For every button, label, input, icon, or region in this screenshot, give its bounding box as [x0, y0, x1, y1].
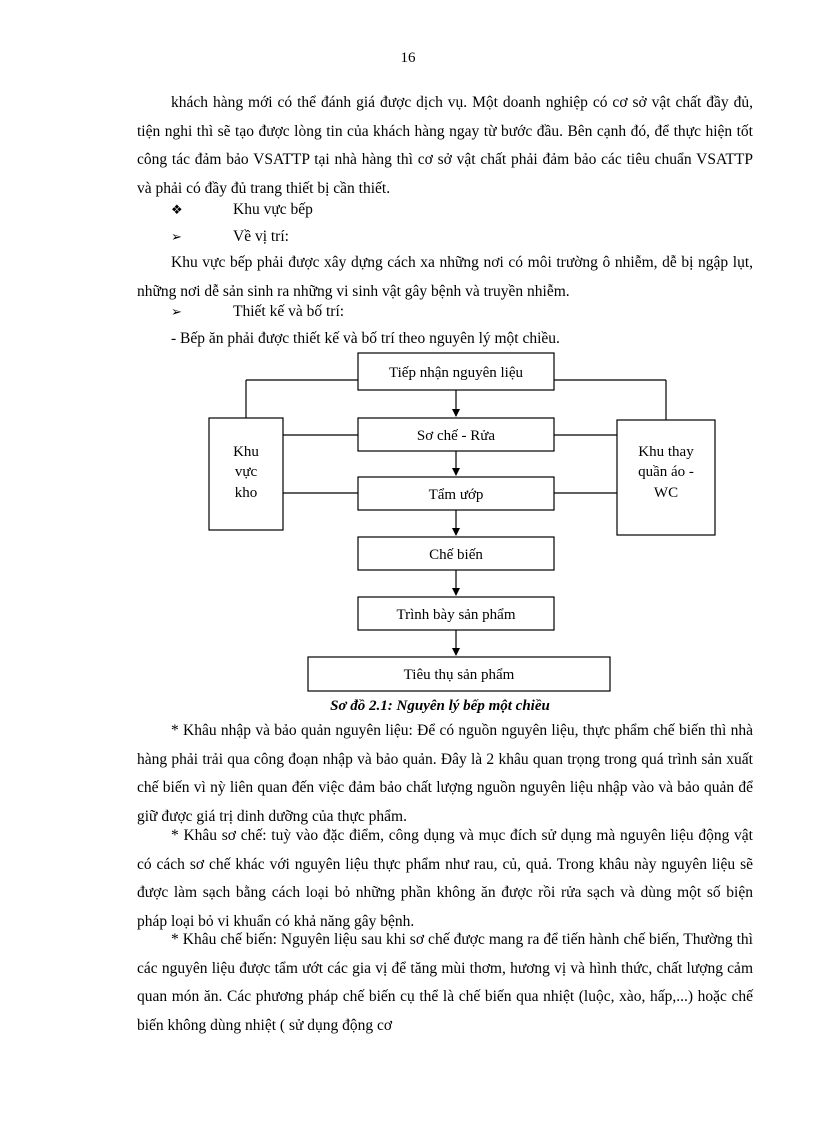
step-label-receive: Tiếp nhận nguyên liệu — [388, 365, 524, 381]
diagram-caption: Sơ đồ 2.1: Nguyên lý bếp một chiều — [330, 698, 550, 714]
heading-location-text: Về vị trí: — [233, 228, 289, 245]
paragraph-cooking-text: * Khâu chế biến: Nguyên liệu sau khi sơ chế được mang ra để tiến hành chế biến, Thường thì các nguyên liệu được tẩm ướt các gia vị để tăng mùi thơm, hương vị và hình thức, chất lượng cảm quan món ăn. Các phương pháp chế biến cụ thể là chế biến qua nhiệt (luộc, xào, hấp,...) hoặc chế biến không dùng nhiệt ( sử dụng động cơ — [137, 931, 753, 1035]
arrow-bullet-icon: ➢ — [171, 305, 182, 320]
diamond-bullet-icon: ❖ — [171, 203, 183, 218]
intro-paragraph-text: khách hàng mới có thể đánh giá được dịch vụ. Một doanh nghiệp có cơ sở vật chất đầy đủ, tiện nghi thì sẽ tạo được lòng tin của khách hàng ngay từ bước đầu. Bên cạnh đó, để thực hiện tốt công tác đảm bảo VSATTP tại nhà hàng thì cơ sở vật chất phải đảm bảo các tiêu chuẩn VSATTP và phải có đầy đủ trang thiết bị cần thiết. — [137, 94, 753, 198]
design-line: - Bếp ăn phải được thiết kế và bố trí theo nguyên lý một chiều. — [171, 330, 560, 347]
storage-label-line: kho — [234, 485, 258, 501]
storage-label-line: vực — [234, 464, 258, 480]
heading-kitchen-text: Khu vực bếp — [233, 201, 313, 218]
paragraph-cooking — [137, 926, 753, 1041]
step-label-present: Trình bày sản phẩm — [396, 607, 516, 623]
step-label-marinate: Tẩm ướp — [428, 487, 484, 503]
paragraph-prep — [137, 822, 753, 937]
arrow-bullet-icon: ➢ — [171, 230, 182, 245]
paragraph-import — [137, 717, 753, 832]
step-label-prep: Sơ chế - Rửa — [416, 428, 496, 444]
storage-label-line: Khu — [233, 444, 259, 460]
step-label-consume: Tiêu thụ sản phẩm — [403, 667, 515, 683]
paragraph-import-text: * Khâu nhập và bảo quản nguyên liệu: Để có nguồn nguyên liệu, thực phẩm chế biến thì nhà hàng phải trải qua công đoạn nhập và bảo quản. Đây là 2 khâu quan trọng trong quá trình sản xuất chế biến vì nỳ liên quan đến việc đảm bảo chất lượng nguồn nguyên liệu nhập vào và bảo quản để giữ được giá trị dinh dưỡng của thực phẩm. — [137, 722, 753, 826]
step-label-cook: Chế biến — [429, 547, 483, 563]
changing-room-label-line: Khu thay — [638, 444, 694, 460]
page-number: 16 — [400, 50, 416, 66]
changing-room-label-line: WC — [653, 485, 679, 501]
changing-room-label-line: quần áo - — [638, 464, 694, 480]
paragraph-prep-text: * Khâu sơ chế: tuỳ vào đặc điểm, công dụng và mục đích sử dụng mà nguyên liệu động vật có cách sơ chế khác với nguyên liệu thực phẩm như rau, củ, quả. Trong khâu này nguyên liệu sẽ được làm sạch bằng cách loại bỏ những phần không ăn được rồi rửa sạch và dùng một số biện pháp loại bỏ vi khuẩn có khả năng gây bệnh. — [137, 827, 753, 931]
heading-design-text: Thiết kế và bố trí: — [233, 303, 345, 320]
location-paragraph-text: Khu vực bếp phải được xây dựng cách xa những nơi có môi trường ô nhiễm, dễ bị ngập lụt, những nơi dễ sản sinh ra những vi sinh vật gây bệnh và truyền nhiễm. — [137, 254, 753, 300]
